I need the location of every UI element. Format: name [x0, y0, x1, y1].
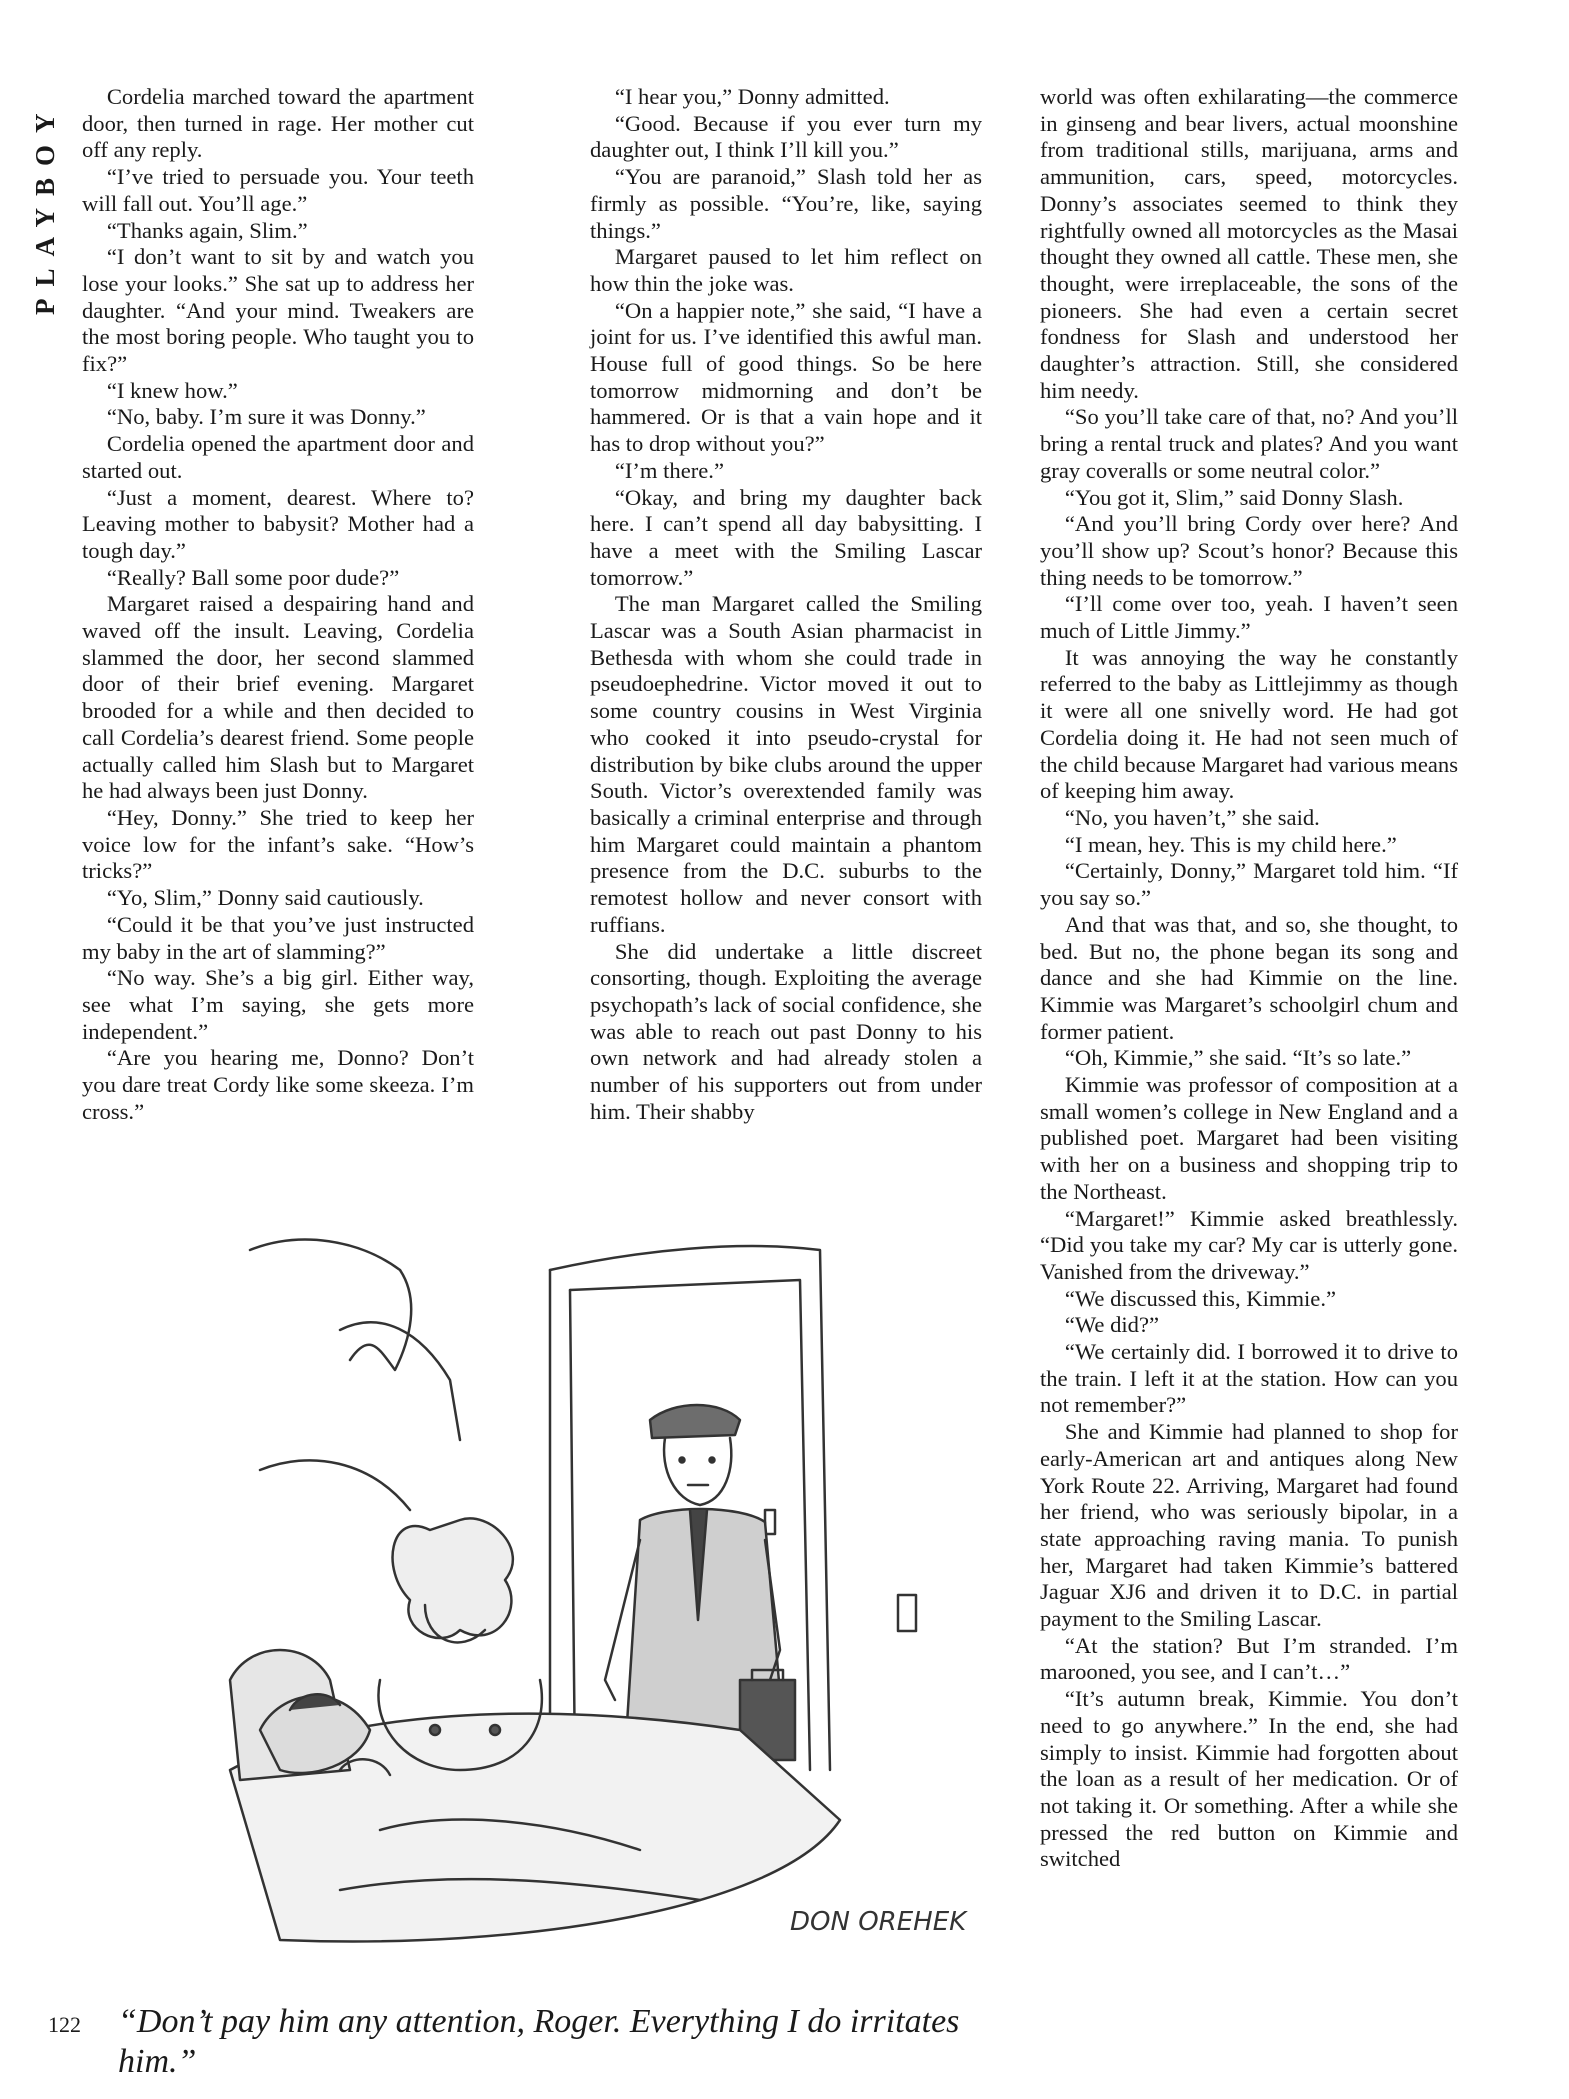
paragraph: “We certainly did. I borrowed it to drive to the train. I left it at the station. How can you not remember?” — [1040, 1339, 1458, 1418]
paragraph: “No way. She’s a big girl. Either way, see what I’m saying, she gets more independent.” — [82, 965, 474, 1044]
paragraph: “I’m there.” — [614, 457, 724, 483]
artist-signature: DON OREHEK — [790, 1907, 967, 1937]
paragraph: “I knew how.” — [106, 377, 238, 403]
paragraph: “Margaret!” Kimmie asked breathlessly. “Did you take my car? My car is utterly gone. Vanished from the driveway.” — [1040, 1205, 1458, 1284]
paragraph: “On a happier note,” she said, “I have a joint for us. I’ve identified this awful man. House full of good things. So be here tomorrow midmorning and don’t be hammered. Or is that a vain hope and it has to drop without you?” — [590, 297, 982, 457]
paragraph: “I’ll come over too, yeah. I haven’t seen much of Little Jimmy.” — [1040, 591, 1458, 644]
paragraph: Cordelia opened the apartment door and started out. — [82, 431, 474, 483]
paragraph: “Good. Because if you ever turn my daughter out, I think I’ll kill you.” — [590, 110, 982, 163]
paragraph: “We did?” — [1064, 1312, 1160, 1338]
page-number: 122 — [48, 2012, 81, 2037]
cartoon-caption: “Don’t pay him any attention, Roger. Everything I do irritates him.” — [118, 2003, 960, 2080]
paragraph: Kimmie was professor of composition at a small women’s college in New England and a published poet. Margaret had been visiting with her on a business and shopping trip to the Northeast. — [1040, 1072, 1458, 1204]
paragraph: “I’ve tried to persuade you. Your teeth will fall out. You’ll age.” — [82, 164, 474, 216]
cartoon-illustration — [220, 1210, 1030, 1990]
paragraph: She and Kimmie had planned to shop for early-American art and antiques along New York Route 22. Arriving, Margaret had found her friend, who was seriously bipolar, in a state approaching raving mania. To punish her, Margaret had taken Kimmie’s battered Jaguar XJ6 and driven it to D.C. in partial payment to the Smiling Lascar. — [1040, 1419, 1458, 1632]
paragraph: “You are paranoid,” Slash told her as firmly as possible. “You’re, like, saying things.” — [590, 164, 982, 243]
article-column-1 — [82, 84, 474, 1125]
paragraph: It was annoying the way he constantly referred to the baby as Littlejimmy as though it were all one snivelly word. He had got Cordelia doing it. He had not seen much of the child because Margaret had various means of keeping him away. — [1040, 644, 1458, 804]
paragraph: “Could it be that you’ve just instructed my baby in the art of slamming?” — [82, 911, 474, 964]
paragraph: “I hear you,” Donny admitted. — [614, 84, 890, 109]
paragraph: “Yo, Slim,” Donny said cautiously. — [106, 885, 424, 911]
paragraph: “Oh, Kimmie,” she said. “It’s so late.” — [1064, 1045, 1412, 1071]
paragraph: “It’s autumn break, Kimmie. You don’t need to go anywhere.” In the end, she had simply to insist. Kimmie had forgotten about the loan as a result of her medication. Or of not taking it. Or something. After a while she pressed the red button on Kimmie and switched — [1040, 1686, 1458, 1872]
paragraph: “No, you haven’t,” she said. — [1064, 804, 1320, 830]
paragraph: “Okay, and bring my daughter back here. I can’t spend all day babysitting. I have a meet with the Smiling Lascar tomorrow.” — [590, 484, 982, 590]
paragraph: The man Margaret called the Smiling Lascar was a South Asian pharmacist in Bethesda with whom she could trade in pseudoephedrine. Victor moved it out to some country cousins in West Virginia who cooked it into pseudo-crystal for distribution by bike clubs around the upper South. Victor’s overextended family was basically a criminal enterprise and through him Margaret could maintain a phantom presence from the D.C. suburbs to the remotest hollow and never consort with ruffians. — [590, 591, 982, 937]
paragraph: “And you’ll bring Cordy over here? And you’ll show up? Scout’s honor? Because this thing needs to be tomorrow.” — [1040, 511, 1458, 590]
article-column-2 — [590, 84, 982, 1125]
paragraph: “Hey, Donny.” She tried to keep her voice low for the infant’s sake. “How’s tricks?” — [82, 804, 474, 884]
paragraph: “At the station? But I’m stranded. I’m marooned, you see, and I can’t…” — [1040, 1632, 1458, 1685]
paragraph: And that was that, and so, she thought, to bed. But no, the phone began its song and dance and she had Kimmie on the line. Kimmie was Margaret’s schoolgirl chum and former patient. — [1040, 911, 1458, 1044]
paragraph: “No, baby. I’m sure it was Donny.” — [106, 404, 426, 430]
paragraph: “You got it, Slim,” said Donny Slash. — [1064, 484, 1404, 510]
paragraph: Margaret raised a despairing hand and waved off the insult. Leaving, Cordelia slammed the door, her second slammed door of their brief evening. Margaret brooded for a while and then decided to call Cordelia’s dearest friend. Some people actually called him Slash but to Margaret he had always been just Donny. — [82, 591, 474, 804]
paragraph: “I mean, hey. This is my child here.” — [1064, 831, 1397, 857]
paragraph: “Are you hearing me, Donno? Don’t you dare treat Cordy like some skeeza. I’m cross.” — [82, 1045, 474, 1124]
paragraph: “So you’ll take care of that, no? And you’ll bring a rental truck and plates? And you want gray coveralls or some neutral color.” — [1040, 404, 1458, 483]
paragraph: “We discussed this, Kimmie.” — [1064, 1285, 1336, 1311]
paragraph: “I don’t want to sit by and watch you lose your looks.” She sat up to address her daughter. “And your mind. Tweakers are the most boring people. Who taught you to fix?” — [82, 244, 474, 377]
paragraph: She did undertake a little discreet consorting, though. Exploiting the average psychopath’s lack of social confidence, she was able to reach out past Donny to his own network and had already stolen a number of his supporters out from under him. Their shabby — [590, 938, 982, 1124]
paragraph: “Really? Ball some poor dude?” — [106, 564, 400, 590]
paragraph: world was often exhilarating—the commerce in ginseng and bear livers, actual moonshine from traditional stills, marijuana, arms and ammunition, cars, speed, motorcycles. Donny’s associates seemed to think they rightfully owned all motorcycles as the Masai thought they owned all cattle. These men, she thought, were irreplaceable, the sons of the pioneers. She had even a certain secret fondness for Slash and understood her daughter’s attraction. Still, she considered him needy. — [1040, 84, 1458, 403]
paragraph: “Certainly, Donny,” Margaret told him. “If you say so.” — [1040, 858, 1458, 911]
masthead: PLAYBOY — [30, 101, 60, 315]
article-column-3 — [1040, 84, 1458, 1873]
paragraph: Cordelia marched toward the apartment door, then turned in rage. Her mother cut off any reply. — [82, 84, 474, 163]
paragraph: “Thanks again, Slim.” — [106, 217, 308, 243]
paragraph: “Just a moment, dearest. Where to? Leaving mother to babysit? Mother had a tough day.” — [82, 484, 474, 563]
paragraph: Margaret paused to let him reflect on how thin the joke was. — [590, 244, 982, 296]
